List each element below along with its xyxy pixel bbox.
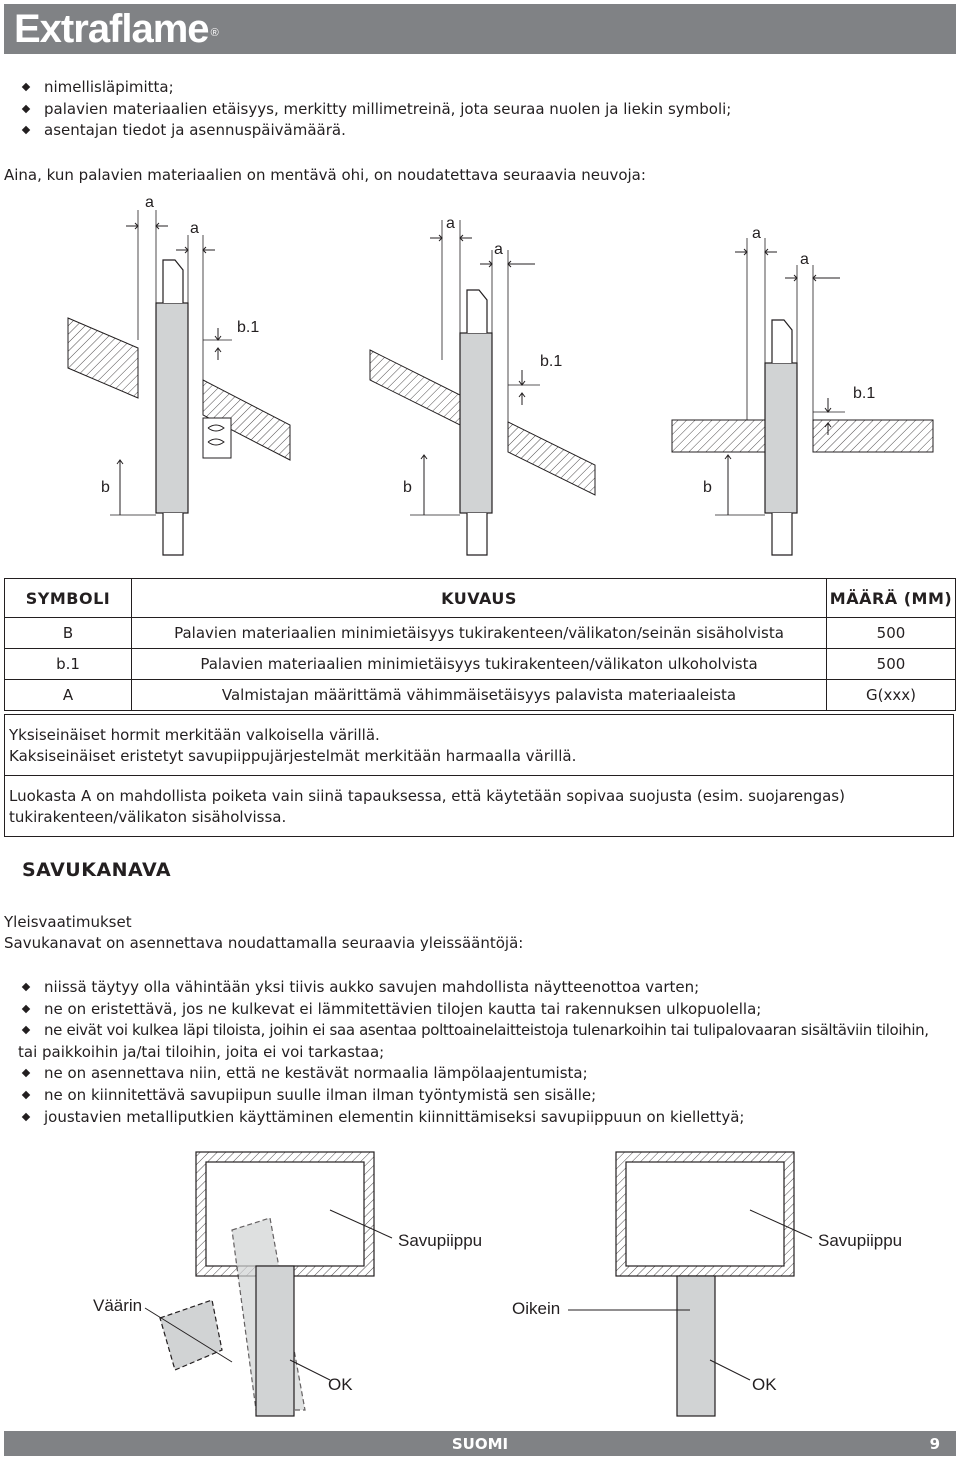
- list-item: nimellisläpimitta;: [18, 77, 731, 99]
- table-row: [5, 649, 956, 680]
- label-b1: b.1: [853, 385, 876, 402]
- chimney-clearance-diagram: [0, 190, 960, 570]
- list-item: niissä täytyy olla vähintään yksi tiivis aukko savujen mahdollista näytteenottoa varten;: [18, 977, 929, 999]
- symbol-table: [4, 578, 956, 711]
- label-a: a: [494, 241, 503, 258]
- note-box-exception: [4, 775, 954, 837]
- label-a: a: [446, 215, 455, 232]
- note-line: Kaksiseinäiset eristetyt savupiippujärjestelmät merkitään harmaalla värillä.: [9, 747, 577, 765]
- diagram-3: [672, 225, 933, 555]
- bullet-icon: [22, 983, 30, 991]
- cell-description: Palavien materiaalien minimietäisyys tukirakenteen/välikaton/seinän sisäholvista: [132, 618, 827, 649]
- bullet-icon: [22, 1026, 30, 1034]
- header-description: KUVAUS: [132, 579, 827, 618]
- cell-value: G(xxx): [827, 680, 956, 711]
- label-b1: b.1: [237, 319, 260, 336]
- brand-name: Extraflame: [14, 7, 209, 51]
- table-row: [5, 680, 956, 711]
- label-b: b: [703, 479, 712, 496]
- label-chimney: Savupiippu: [398, 1231, 483, 1250]
- intro-text: Aina, kun palavien materiaalien on mentävä ohi, on noudatettava seuraavia neuvoja:: [4, 166, 646, 184]
- cell-description: Palavien materiaalien minimietäisyys tukirakenteen/välikaton ulkoholvista: [132, 649, 827, 680]
- cell-symbol: B: [5, 618, 132, 649]
- cell-symbol: A: [5, 680, 132, 711]
- label-b1: b.1: [540, 353, 563, 370]
- bullet-icon: [22, 1069, 30, 1077]
- bullet-icon: [22, 1091, 30, 1099]
- bullet-icon: [22, 104, 30, 112]
- note-line: Yksiseinäiset hormit merkitään valkoisella värillä.: [9, 726, 380, 744]
- section-title: SAVUKANAVA: [22, 859, 172, 881]
- label-a: a: [145, 194, 154, 211]
- table-row: [5, 618, 956, 649]
- list-item: asentajan tiedot ja asennuspäivämäärä.: [18, 120, 731, 142]
- bullet-icon: [22, 83, 30, 91]
- cell-symbol: b.1: [5, 649, 132, 680]
- label-chimney: Savupiippu: [818, 1231, 903, 1250]
- bullet-icon: [22, 1112, 30, 1120]
- list-item: ne on asennettava niin, että ne kestävät normaalia lämpölaajentumista;: [18, 1063, 929, 1085]
- label-b: b: [101, 479, 110, 496]
- page-number: 9: [929, 1435, 940, 1453]
- general-title: Yleisvaatimukset: [4, 913, 132, 931]
- cell-value: 500: [827, 618, 956, 649]
- list-item: ne eivät voi kulkea läpi tiloista, joihin ei saa asentaa polttoainelaitteistoja tulenarkoihin tai tulipalovaaran sisältäviin tiloihin,: [18, 1020, 929, 1042]
- brand-logo: [14, 6, 218, 52]
- general-intro: Savukanavat on asennettava noudattamalla seuraavia yleissääntöjä:: [4, 934, 524, 952]
- list-item: ne on kiinnitettävä savupiipun suulle ilman ilman työntymistä sen sisälle;: [18, 1085, 929, 1107]
- diagram-2: [370, 215, 595, 555]
- right-diagram: [512, 1152, 902, 1416]
- label-right: Oikein: [512, 1299, 561, 1318]
- list-item: joustavien metalliputkien käyttäminen elementin kiinnittämiseksi savupiippuun on kiellettyä;: [18, 1107, 929, 1129]
- label-a: a: [190, 220, 199, 237]
- list-item: ne on eristettävä, jos ne kulkevat ei lämmitettävien tilojen kautta tai rakennuksen ulkopuolella;: [18, 999, 929, 1021]
- bullet-icon: [22, 126, 30, 134]
- header-bar: [4, 4, 956, 54]
- diagram-1: [68, 194, 290, 555]
- top-bullet-list: [18, 77, 731, 142]
- note-line: Luokasta A on mahdollista poiketa vain siinä tapauksessa, että käytetään sopivaa suojusta (esim. suojarengas): [9, 787, 845, 805]
- label-a: a: [800, 251, 809, 268]
- note-line: tukirakenteen/välikaton sisäholvissa.: [9, 808, 287, 826]
- footer-language: SUOMI: [451, 1435, 509, 1453]
- table-header-row: [5, 579, 956, 618]
- registered-mark: ®: [210, 27, 218, 39]
- chimney-connection-diagram: [0, 1140, 960, 1420]
- list-item-continuation: tai paikkoihin ja/tai tiloihin, joita ei voi tarkastaa;: [18, 1042, 385, 1061]
- footer-bar: [4, 1431, 956, 1456]
- label-ok: OK: [328, 1375, 353, 1394]
- list-item: palavien materiaalien etäisyys, merkitty millimetreinä, jota seuraa nuolen ja liekin symboli;: [18, 99, 731, 121]
- note-box-colors: [4, 714, 954, 776]
- header-amount: MÄÄRÄ (MM): [827, 579, 956, 618]
- label-ok: OK: [752, 1375, 777, 1394]
- label-wrong: Väärin: [93, 1296, 143, 1315]
- rules-list: [18, 977, 929, 1128]
- label-b: b: [403, 479, 412, 496]
- bullet-icon: [22, 1004, 30, 1012]
- cell-description: Valmistajan määrittämä vähimmäisetäisyys palavista materiaaleista: [132, 680, 827, 711]
- label-a: a: [752, 225, 761, 242]
- cell-value: 500: [827, 649, 956, 680]
- header-symbol: SYMBOLI: [5, 579, 132, 618]
- wrong-diagram: [93, 1152, 482, 1416]
